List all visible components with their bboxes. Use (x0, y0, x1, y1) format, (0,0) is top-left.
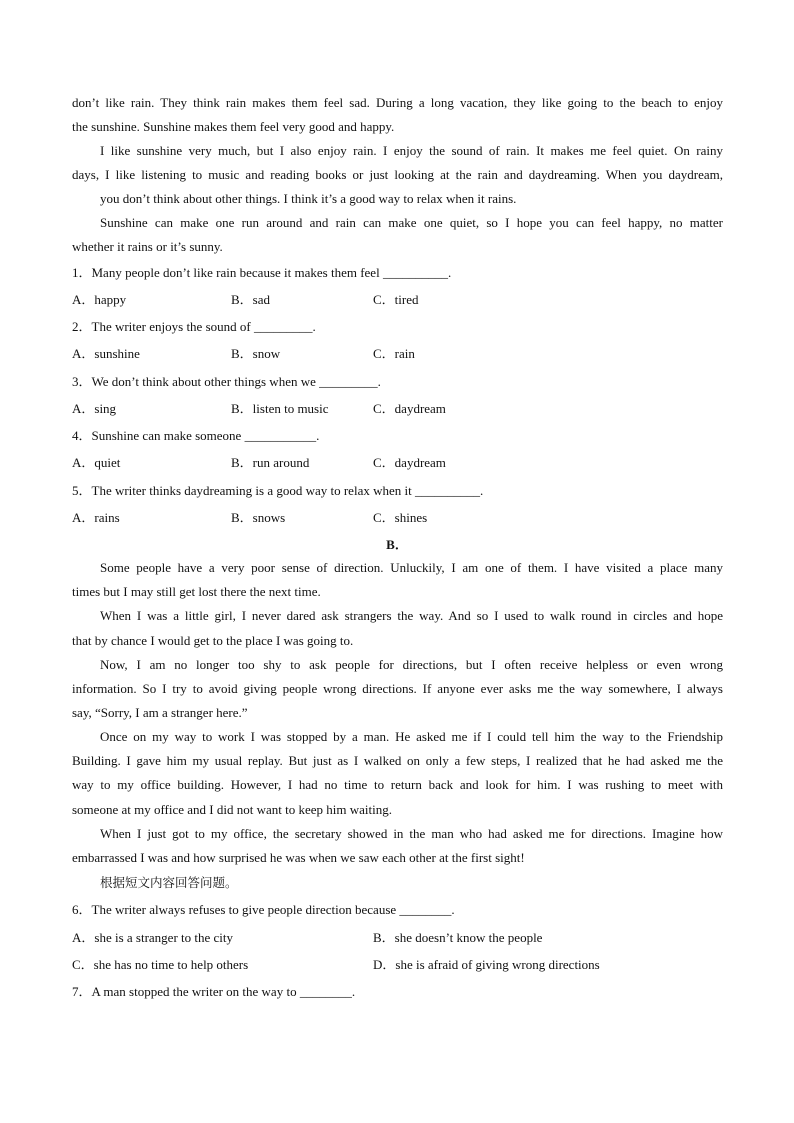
option-a: A．happy (72, 292, 127, 307)
option-d: D．she is afraid of giving wrong directions (373, 957, 600, 972)
passage-b-line: Building. I gave him my usual replay. But just as I walked on only a few steps, I realized that he had asked me the (72, 753, 723, 768)
option-c: C．daydream (373, 401, 446, 416)
passage-b-line: way to my office building. However, I had no time to return back and look for him. I was rushing to meet with (72, 777, 723, 792)
option-c: C．tired (373, 292, 419, 307)
option-a: A．sing (72, 401, 117, 416)
option-c: C．she has no time to help others (72, 957, 249, 972)
question-stem: 2．The writer enjoys the sound of _________. (72, 319, 316, 334)
question-stem: 5．The writer thinks daydreaming is a good way to relax when it __________. (72, 483, 484, 498)
passage-b-line: Now, I am no longer too shy to ask people for directions, but I often receive helpless or even wrong (100, 657, 723, 672)
option-a: A．quiet (72, 455, 121, 470)
passage-b-line: Once on my way to work I was stopped by a man. He asked me if I could tell him the way to the Friendship (100, 729, 723, 744)
passage-a-line: the sunshine. Sunshine makes them feel very good and happy. (72, 119, 395, 134)
passage-b-line: Some people have a very poor sense of direction. Unluckily, I am one of them. I have visited a place many (100, 560, 723, 575)
instruction: 根据短文内容回答问题。 (100, 875, 238, 890)
option-b: B．sad (231, 292, 271, 307)
passage-b-line: someone at my office and I did not want to keep him waiting. (72, 802, 392, 817)
option-c: C．shines (373, 510, 428, 525)
passage-a-line: days, I like listening to music and reading books or just looking at the rain and daydreaming. When you daydream, (72, 167, 723, 182)
question-stem: 6．The writer always refuses to give people direction because ________. (72, 902, 455, 917)
option-b: B．snow (231, 346, 281, 361)
passage-b-line: times but I may still get lost there the next time. (72, 584, 321, 599)
section-heading: B． (386, 537, 408, 552)
question-stem: 3．We don’t think about other things when we _________. (72, 374, 381, 389)
passage-b-line: say, “Sorry, I am a stranger here.” (72, 705, 248, 720)
question-stem: 4．Sunshine can make someone ___________. (72, 428, 320, 443)
option-a: A．rains (72, 510, 120, 525)
option-b: B．run around (231, 455, 310, 470)
option-b: B．she doesn’t know the people (373, 930, 543, 945)
passage-a-line: don’t like rain. They think rain makes them feel sad. During a long vacation, they like going to the beach to enjoy (72, 95, 723, 110)
option-a: A．sunshine (72, 346, 140, 361)
option-b: B．listen to music (231, 401, 329, 416)
passage-b-line: When I was a little girl, I never dared ask strangers the way. And so I used to walk round in circles and hope (100, 608, 723, 623)
question-stem: 1．Many people don’t like rain because it makes them feel __________. (72, 265, 452, 280)
passage-b-line: information. So I try to avoid giving people wrong directions. If anyone ever asks me the way somewhere, I always (72, 681, 723, 696)
passage-b-line: When I just got to my office, the secretary showed in the man who had asked me for directions. Imagine how (100, 826, 723, 841)
passage-a-line: whether it rains or it’s sunny. (72, 239, 223, 254)
option-c: C．rain (373, 346, 415, 361)
option-a: A．she is a stranger to the city (72, 930, 234, 945)
passage-a-line: you don’t think about other things. I think it’s a good way to relax when it rains. (100, 191, 517, 206)
option-b: B．snows (231, 510, 286, 525)
passage-b-line: embarrassed I was and how surprised he was when we saw each other at the first sight! (72, 850, 525, 865)
question-stem: 7．A man stopped the writer on the way to ________. (72, 984, 356, 999)
passage-a-line: I like sunshine very much, but I also enjoy rain. I enjoy the sound of rain. It makes me feel quiet. On rainy (100, 143, 723, 158)
passage-b-line: that by chance I would get to the place I was going to. (72, 633, 354, 648)
passage-a-line: Sunshine can make one run around and rain can make one quiet, so I hope you can feel happy, no matter (100, 215, 723, 230)
option-c: C．daydream (373, 455, 446, 470)
